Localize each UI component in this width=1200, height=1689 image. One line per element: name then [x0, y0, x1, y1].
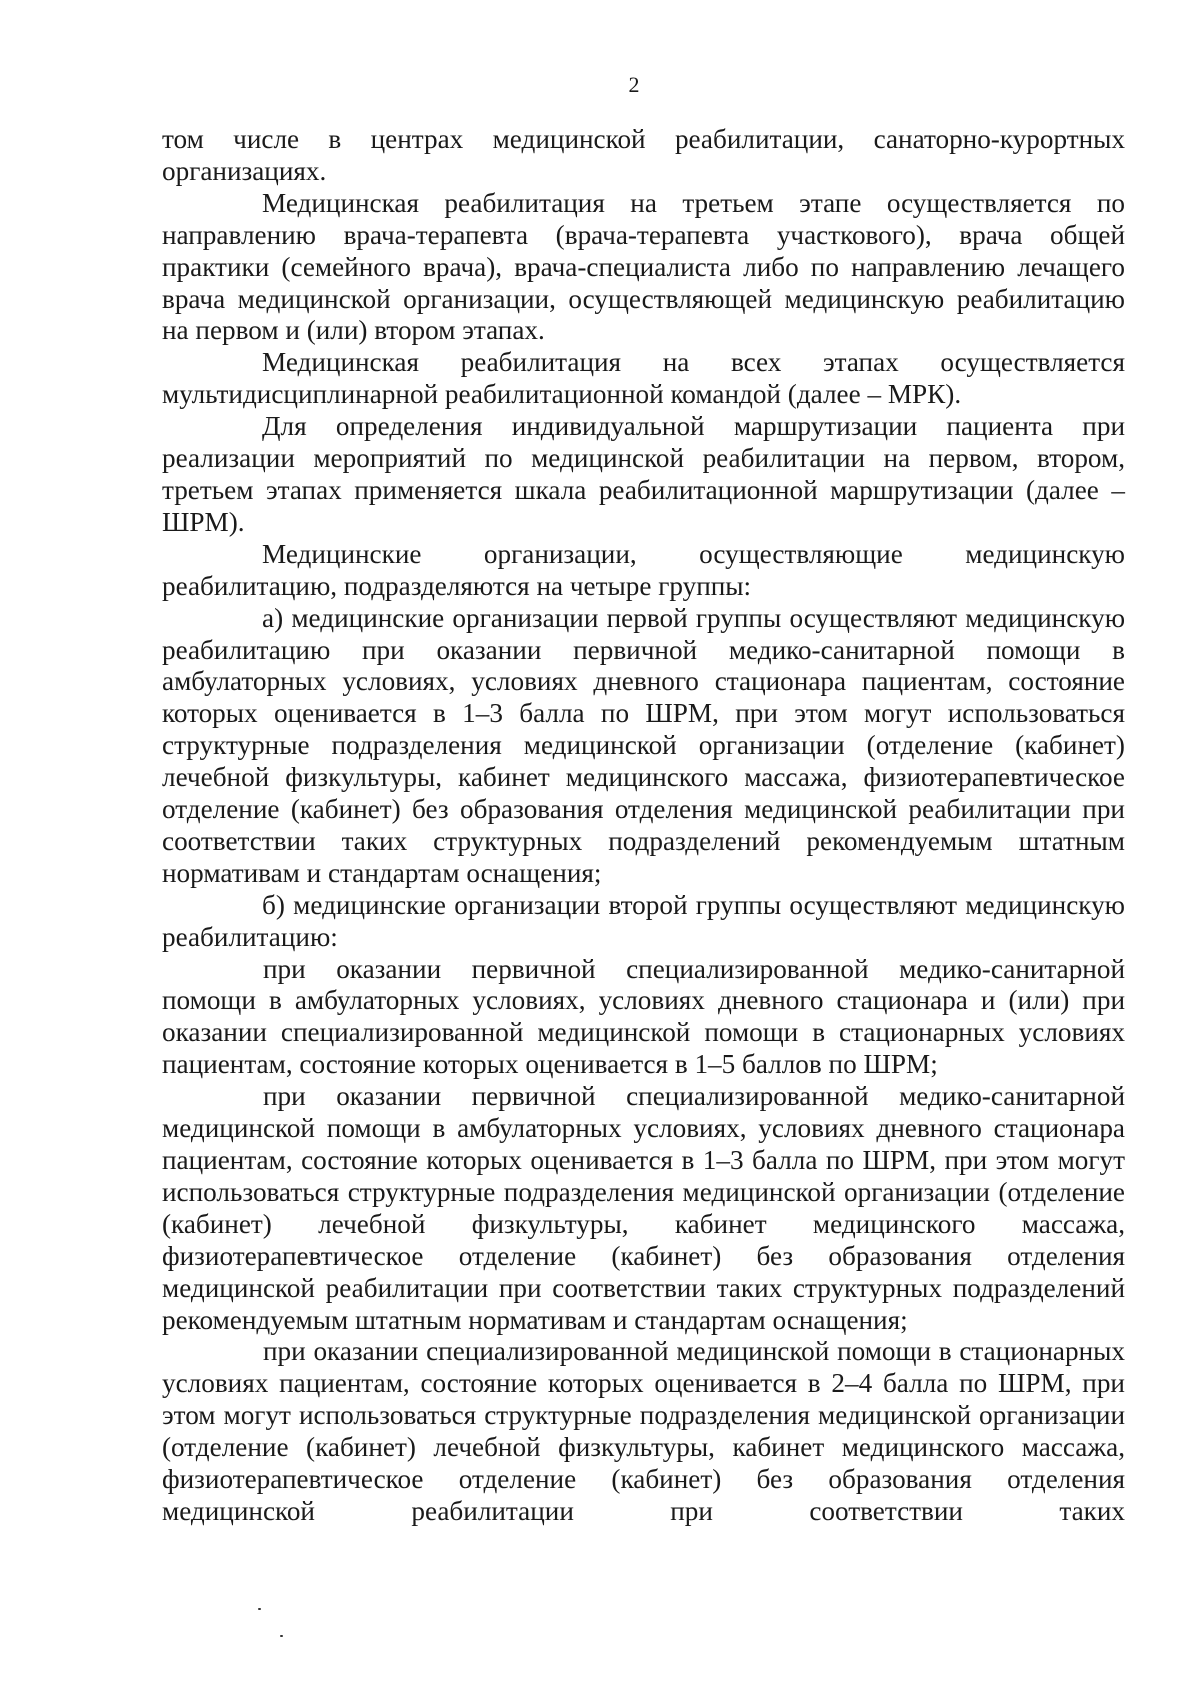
paragraph-group-b-item-3: при оказании специализированной медицинской помощи в стационарных условиях пациентам, состояние которых оценивается в 2–4 балла по ШРМ, при этом могут использоваться структурные подразделения медицинской организации (отделение (кабинет) лечебной физкультуры, кабинет медицинского массажа, физиотерапевтическое отделение (кабинет) без образования отделения медицинской реабилитации при соответствии таких — [162, 1336, 1125, 1526]
paragraph-shrm: Для определения индивидуальной маршрутизации пациента при реализации мероприятий по медицинской реабилитации на первом, втором, третьем этапах применяется шкала реабилитационной маршрутизации (далее – ШРМ). — [162, 411, 1125, 537]
paragraph-group-a: а) медицинские организации первой группы осуществляют медицинскую реабилитацию при оказании первичной медико-санитарной помощи в амбулаторных условиях, условиях дневного стационара пациентам, состояние которых оценивается в 1–3 балла по ШРМ, при этом могут использоваться структурные подразделения медицинской организации (отделение (кабинет) лечебной физкультуры, кабинет медицинского массажа, физиотерапевтическое отделение (кабинет) без образования отделения медицинской реабилитации при соответствии таких структурных подразделений рекомендуемым штатным нормативам и стандартам оснащения; — [162, 602, 1125, 888]
paragraph-mrk: Медицинская реабилитация на всех этапах осуществляется мультидисциплинарной реабилитационной командой (далее – МРК). — [162, 347, 1125, 410]
paragraph-group-b: б) медицинские организации второй группы осуществляют медицинскую реабилитацию: — [162, 889, 1125, 952]
page-number: 2 — [628, 72, 640, 97]
paragraph-groups-intro: Медицинские организации, осуществляющие медицинскую реабилитацию, подразделяются на четыре группы: — [162, 538, 1125, 601]
document-body — [162, 124, 1125, 1528]
paragraph-group-b-item-1: при оказании первичной специализированной медико-санитарной помощи в амбулаторных условиях, условиях дневного стационара и (или) при оказании специализированной медицинской помощи в стационарных условиях пациентам, состояние которых оценивается в 1–5 баллов по ШРМ; — [162, 953, 1125, 1080]
paragraph-group-b-item-2: при оказании первичной специализированной медико-санитарной медицинской помощи в амбулаторных условиях, условиях дневного стационара пациентам, состояние которых оценивается в 1–3 балла по ШРМ, при этом могут использоваться структурные подразделения медицинской организации (отделение (кабинет) лечебной физкультуры, кабинет медицинского массажа, физиотерапевтическое отделение (кабинет) без образования отделения медицинской реабилитации при соответствии таких структурных подразделений рекомендуемым штатным нормативам и стандартам оснащения; — [162, 1081, 1125, 1335]
scan-speck — [258, 1608, 261, 1610]
scan-speck — [280, 1635, 283, 1637]
paragraph-third-stage: Медицинская реабилитация на третьем этапе осуществляется по направлению врача-терапевта (врача-терапевта участкового), врача общей практики (семейного врача), врача-специалиста либо по направлению лечащего врача медицинской организации, осуществляющей медицинскую реабилитацию на первом и (или) втором этапах. — [162, 187, 1125, 346]
paragraph-continuation: том числе в центрах медицинской реабилитации, санаторно-курортных организациях. — [162, 124, 1125, 186]
